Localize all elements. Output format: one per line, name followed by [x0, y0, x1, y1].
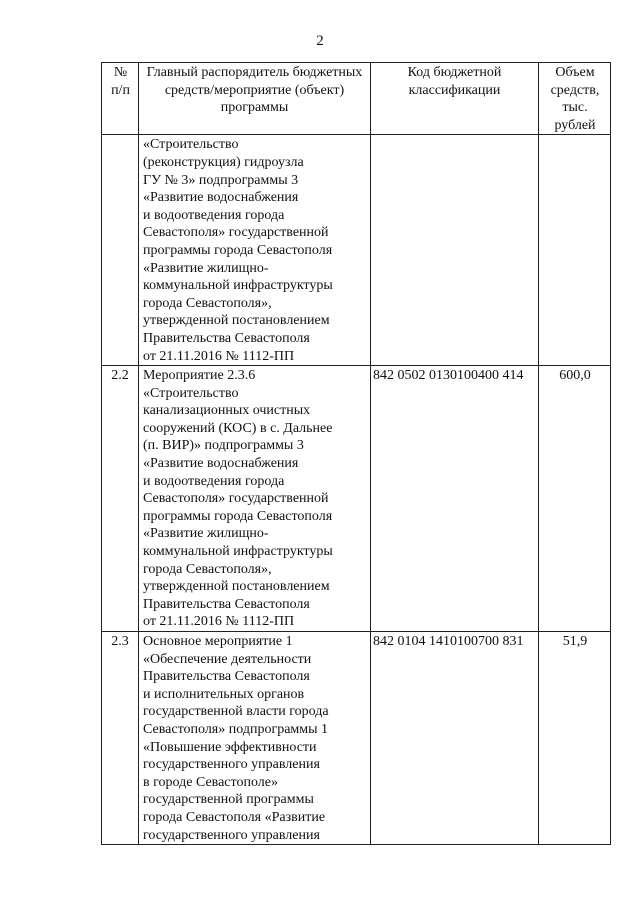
row-code: 842 0104 1410100700 831: [371, 632, 539, 845]
budget-allocation-table: [101, 62, 611, 845]
row-code: [371, 135, 539, 366]
row-number: 2.2: [102, 366, 139, 632]
row-number: [102, 135, 139, 366]
row-name: «Строительство (реконструкция) гидроузла ГУ № 3» подпрограммы 3 «Развитие водоснабжения и водоотведения города Севастополя» государственной программы города Севастополя «Развитие жилищно- коммунальной инфраструктуры города Севастополя», утвержденной постановлением Правительства Севастополя от 21.11.2016 № 1112-ПП: [139, 135, 371, 366]
row-number: 2.3: [102, 632, 139, 845]
table-row: [102, 366, 611, 632]
row-name: Основное мероприятие 1 «Обеспечение деятельности Правительства Севастополя и исполнительных органов государственной власти города Севастополя» подпрограммы 1 «Повышение эффективности государственного управления в городе Севастополе» государственной программы города Севастополя «Развитие государственного управления: [139, 632, 371, 845]
header-number: № п/п: [102, 63, 139, 135]
row-amount: [539, 135, 611, 366]
table-row: [102, 135, 611, 366]
row-amount: 600,0: [539, 366, 611, 632]
page-number: 2: [316, 33, 324, 49]
row-code: 842 0502 0130100400 414: [371, 366, 539, 632]
row-name: Мероприятие 2.3.6 «Строительство канализационных очистных сооружений (КОС) в с. Дальнее (п. ВИР)» подпрограммы 3 «Развитие водоснабжения и водоотведения города Севастополя» государственной программы города Севастополя «Развитие жилищно- коммунальной инфраструктуры города Севастополя», утвержденной постановлением Правительства Севастополя от 21.11.2016 № 1112-ПП: [139, 366, 371, 632]
header-name: Главный распорядитель бюджетных средств/мероприятие (объект) программы: [139, 63, 371, 135]
header-code: Код бюджетной классификации: [371, 63, 539, 135]
header-amount: Объем средств, тыс. рублей: [539, 63, 611, 135]
table-header-row: [102, 63, 611, 135]
row-amount: 51,9: [539, 632, 611, 845]
table-row: [102, 632, 611, 845]
